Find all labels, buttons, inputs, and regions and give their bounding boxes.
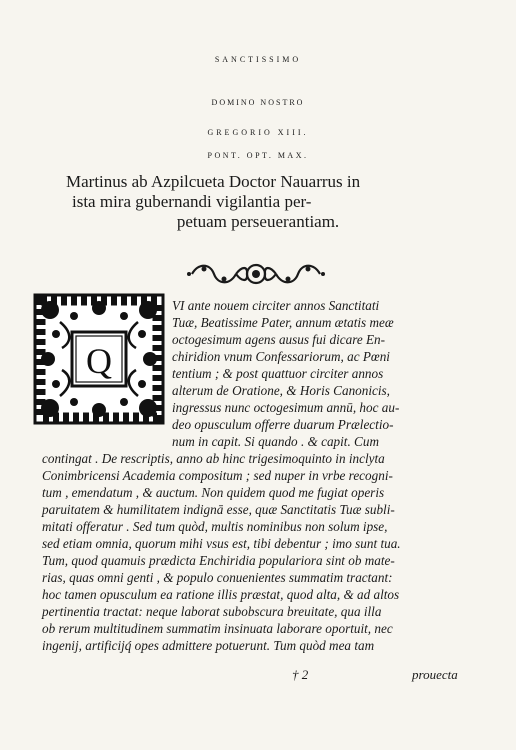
printer-ornament-icon (186, 260, 326, 288)
body-line: ob rerum multitudinem summatim insinuata laborare oportuit, nec (42, 621, 393, 636)
body-line: contingat . De rescriptis, anno ab hinc trigesimoquinto in inclyta (42, 451, 385, 466)
body-line: alterum de Oratione, & Horis Canonicis, (172, 383, 390, 398)
body-line: hoc tamen opusculum ea ratione illis præstat, quod alta, & ad altos (42, 587, 400, 602)
dedication (66, 172, 450, 232)
signature-mark: † 2 (292, 667, 309, 682)
body-line: tum , emendatum , & auctum. Non quidem quod me fugiat operis (42, 485, 385, 500)
body-line: chiridion vnum Confessariorum, ac Pœni (172, 349, 390, 364)
dedication-line: Martinus ab Azpilcueta Doctor Nauarrus in (66, 172, 361, 191)
dedication-line: petuam perseuerantiam. (176, 212, 340, 231)
body-line: Tum, quod quamuis prædicta Enchiridia populariora sint ob mate- (42, 553, 395, 568)
body-line: paruitatem & humilitatem indignā esse, quæ Sanctitatis Tuæ subli- (42, 502, 395, 517)
body-line: ingressus nunc octogesimum annū, hoc au- (172, 400, 400, 415)
body-line: ingenij, artificijq́ opes admittere potuerunt. Tum quòd mea tam (42, 638, 375, 653)
body-line: Tuæ, Beatissime Pater, annum ætatis meæ (172, 315, 394, 330)
body-line: sed etiam omnia, quorum mihi vsus est, tibi debentur ; imo sunt tua. (42, 536, 401, 551)
title-line-1: SANCTISSIMO (214, 55, 302, 64)
dedication-line: ista mira gubernandi vigilantia per- (72, 192, 312, 211)
title-line-3: GREGORIO XIII. (207, 128, 309, 137)
body-line: VI ante nouem circiter annos Sanctitati (172, 298, 380, 313)
body-line: rias, quas omni genti , & populo conuenientes summatim tractant: (42, 570, 393, 585)
catchword: prouecta (412, 667, 458, 682)
body-line: Conimbricensi Academia compositum ; sed nuper in vrbe recogni- (42, 468, 393, 483)
decorated-initial-frame (32, 292, 166, 426)
body-line: tentium ; & post quattuor circiter annos (172, 366, 384, 381)
title-line-2: DOMINO NOSTRO (211, 98, 305, 107)
body-line: mitati offeratur . Sed tum quòd, multis nominibus non solum ipse, (42, 519, 388, 534)
body-line: pertinentia tractat: neque laborat subobscura breuitate, qua illa (42, 604, 382, 619)
title-line-4: PONT. OPT. MAX. (207, 151, 309, 160)
body-line: num in capit. Si quando . & capit. Cum (172, 434, 379, 449)
drop-cap-letter: Q (86, 341, 112, 381)
body-line: deo opusculum offerre duarum Prælectio- (172, 417, 394, 432)
body-line: octogesimum agens ausus fui dicare En- (172, 332, 386, 347)
